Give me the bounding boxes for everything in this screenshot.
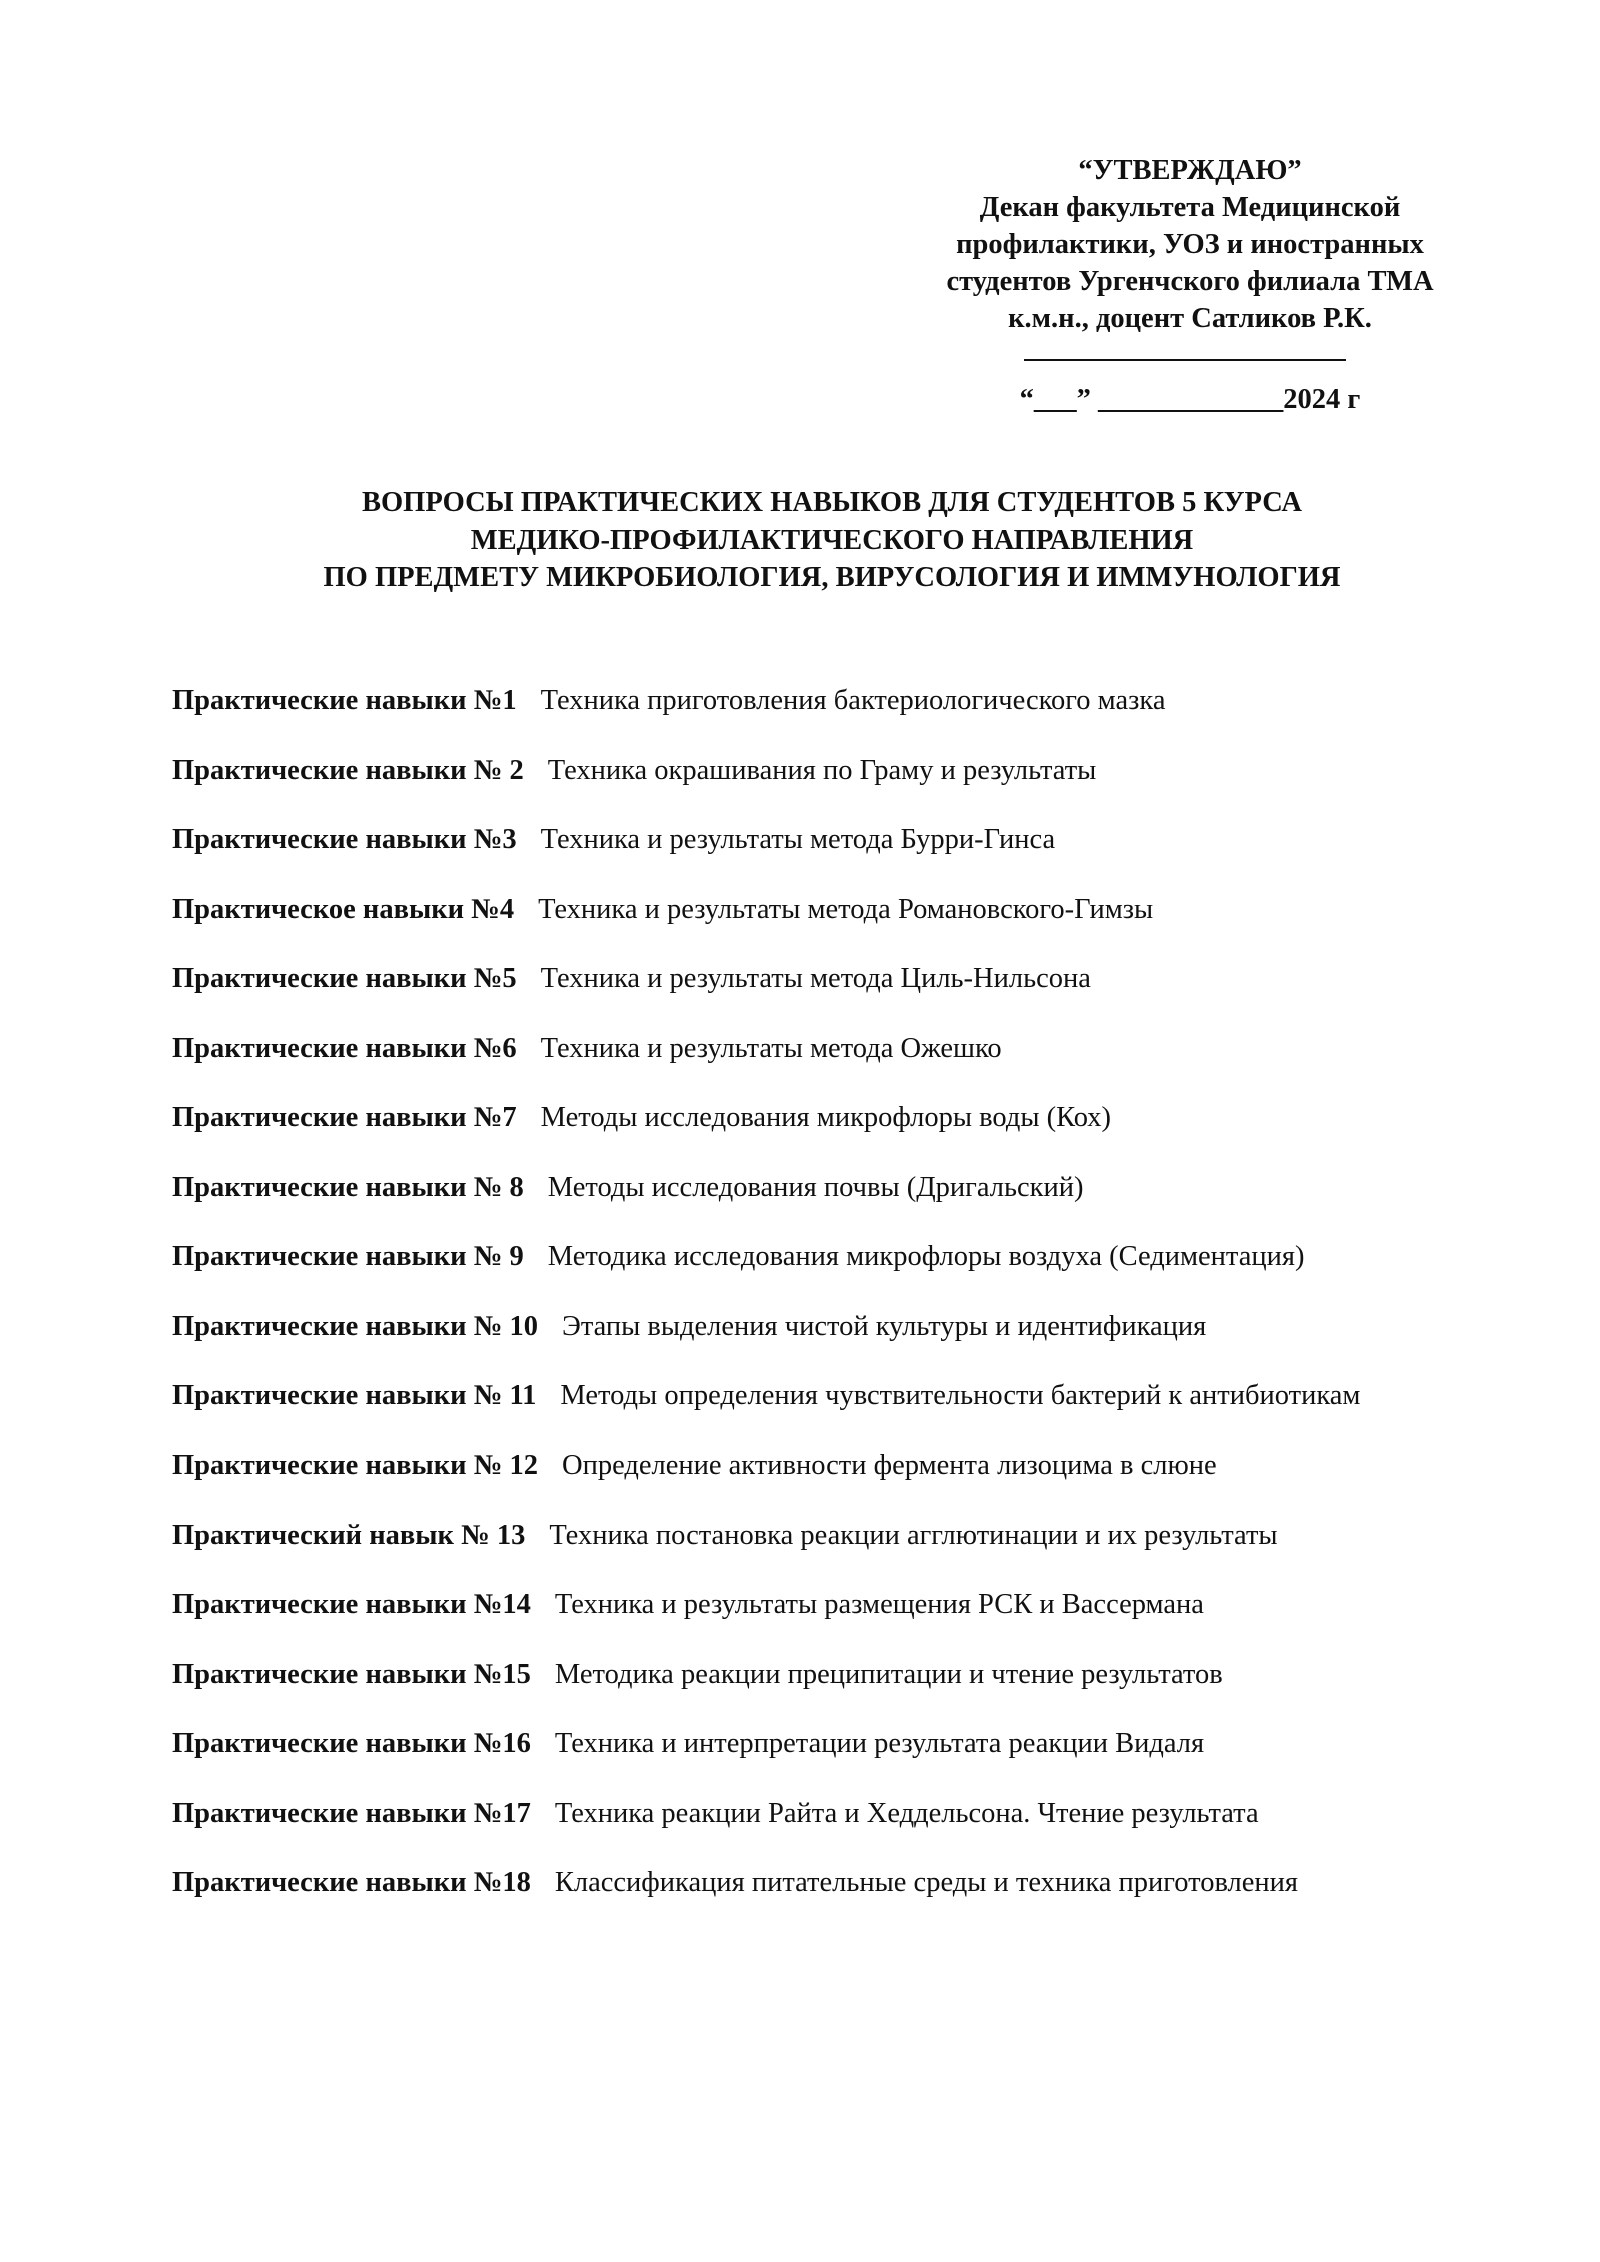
skill-item <box>172 750 1472 792</box>
skill-label: Практические навыки № 12 <box>172 1450 538 1481</box>
approval-block <box>880 152 1500 418</box>
skill-label: Практические навыки №16 <box>172 1728 531 1759</box>
skill-item <box>172 1723 1472 1765</box>
skill-label: Практическое навыки №4 <box>172 893 515 925</box>
skill-item <box>172 1793 1472 1835</box>
skill-text: Техника и результаты метода Циль-Нильсона <box>540 963 1091 994</box>
skill-item <box>172 1515 1472 1557</box>
skill-label: Практические навыки № 2 <box>172 754 524 786</box>
title-line: МЕДИКО-ПРОФИЛАКТИЧЕСКОГО НАПРАВЛЕНИЯ <box>470 524 1194 556</box>
approval-heading: “УТВЕРЖДАЮ” <box>1078 155 1302 186</box>
skill-label: Практические навыки №5 <box>172 963 517 994</box>
approval-line: Декан факультета Медицинской <box>979 192 1401 223</box>
skill-text: Этапы выделения чистой культуры и идентификация <box>562 1310 1207 1342</box>
skill-text: Методы исследования микрофлоры воды (Кох) <box>540 1102 1112 1133</box>
skill-item <box>172 1236 1472 1278</box>
skill-item <box>172 1375 1472 1417</box>
skill-item <box>172 680 1472 722</box>
skill-item <box>172 1862 1472 1904</box>
skill-label: Практические навыки № 9 <box>172 1241 524 1272</box>
skill-label: Практический навык № 13 <box>172 1519 526 1551</box>
skill-label: Практические навыки №15 <box>172 1658 531 1690</box>
skill-text: Методика исследования микрофлоры воздуха (Седиментация) <box>547 1241 1305 1272</box>
skill-text: Техника реакции Райта и Хеддельсона. Чтение результата <box>554 1797 1259 1829</box>
title-line: ПО ПРЕДМЕТУ МИКРОБИОЛОГИЯ, ВИРУСОЛОГИЯ И ИММУНОЛОГИЯ <box>323 562 1341 593</box>
skill-item <box>172 1306 1472 1348</box>
skill-text: Техника приготовления бактериологического мазка <box>540 685 1166 716</box>
skill-text: Техника и результаты метода Бурри-Гинса <box>540 824 1056 855</box>
skill-item <box>172 819 1472 861</box>
document-title <box>0 484 1600 597</box>
skill-item <box>172 1445 1472 1487</box>
skill-text: Техника и результаты метода Ожешко <box>540 1032 1002 1064</box>
skills-list <box>172 680 1472 1932</box>
approval-line: профилактики, УОЗ и иностранных <box>956 229 1424 260</box>
skill-label: Практические навыки №18 <box>172 1867 531 1898</box>
skill-label: Практические навыки №17 <box>172 1797 531 1829</box>
skill-text: Классификация питательные среды и техника приготовления <box>554 1867 1299 1898</box>
skill-label: Практические навыки № 11 <box>172 1380 537 1411</box>
skill-text: Техника постановка реакции агглютинации и их результаты <box>549 1519 1278 1551</box>
skill-text: Определение активности фермента лизоцима в слюне <box>562 1450 1217 1481</box>
skill-label: Практические навыки № 8 <box>172 1171 524 1203</box>
skill-label: Практические навыки №7 <box>172 1102 517 1133</box>
skill-item <box>172 1654 1472 1696</box>
skill-text: Техника и интерпретации результата реакции Видаля <box>554 1728 1205 1759</box>
skill-text: Техника окрашивания по Граму и результаты <box>547 754 1097 786</box>
skill-text: Техника и результаты размещения РСК и Вассермана <box>554 1589 1204 1620</box>
skill-item <box>172 1167 1472 1209</box>
skill-item <box>172 1028 1472 1070</box>
approval-line: к.м.н., доцент Сатликов Р.К. <box>1008 303 1372 334</box>
skill-text: Методы определения чувствительности бактерий к антибиотикам <box>560 1380 1361 1411</box>
skill-item <box>172 1097 1472 1139</box>
skill-item <box>172 958 1472 1000</box>
approval-date: “___” _____________2024 г <box>1019 384 1361 415</box>
skill-label: Практические навыки №1 <box>172 685 517 716</box>
skill-label: Практические навыки №14 <box>172 1589 531 1620</box>
skill-text: Техника и результаты метода Романовского-Гимзы <box>538 893 1154 925</box>
skill-label: Практические навыки №6 <box>172 1032 517 1064</box>
skill-item <box>172 889 1472 931</box>
skill-label: Практические навыки № 10 <box>172 1310 538 1342</box>
skill-text: Методика реакции преципитации и чтение результатов <box>554 1658 1223 1690</box>
title-line: ВОПРОСЫ ПРАКТИЧЕСКИХ НАВЫКОВ ДЛЯ СТУДЕНТОВ 5 КУРСА <box>362 487 1302 518</box>
skill-text: Методы исследования почвы (Дригальский) <box>547 1171 1084 1203</box>
signature-line <box>880 337 1500 367</box>
skill-label: Практические навыки №3 <box>172 824 517 855</box>
approval-line: студентов Ургенчского филиала ТМА <box>946 266 1434 297</box>
skill-item <box>172 1584 1472 1626</box>
